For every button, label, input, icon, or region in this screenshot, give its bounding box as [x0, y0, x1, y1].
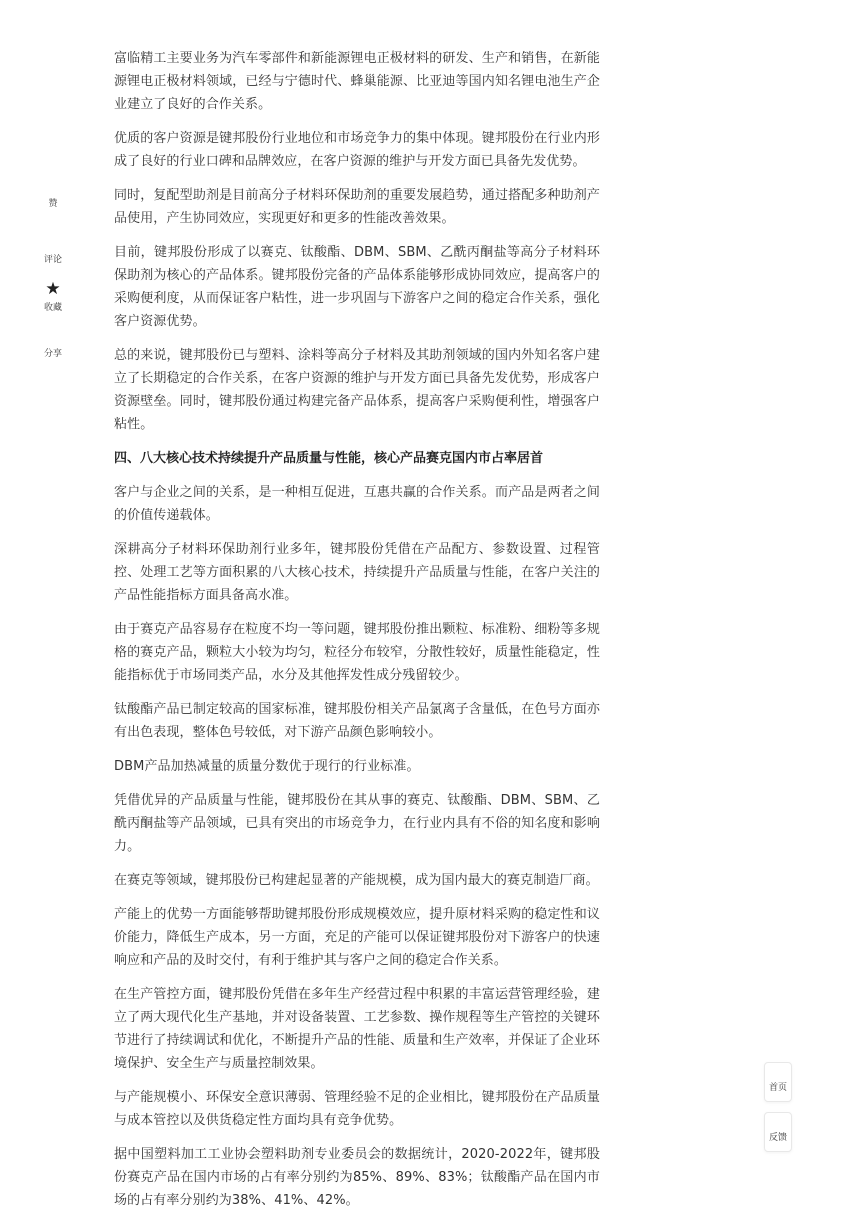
- paragraph: 在赛克等领域，键邦股份已构建起显著的产能规模，成为国内最大的赛克制造厂商。: [114, 873, 599, 888]
- like-label: 赞: [48, 199, 58, 209]
- paragraph: 深耕高分子材料环保助剂行业多年，键邦股份凭借在产品配方、参数设置、过程管控、处理工艺等方面积累的八大核心技术，持续提升产品质量与性能，在客户关注的产品性能指标方面具备高水准。: [114, 542, 600, 603]
- paragraph: 目前，键邦股份形成了以赛克、钛酸酯、DBM、SBM、乙酰丙酮盐等高分子材料环保助剂为核心的产品体系。键邦股份完备的产品体系能够形成协同效应，提高客户的采购便利度，从而保证客户粘性，进一步巩固与下游客户之间的稳定合作关系，强化客户资源优势。: [114, 245, 600, 329]
- paragraph: 产能上的优势一方面能够帮助键邦股份形成规模效应，提升原材料采购的稳定性和议价能力，降低生产成本，另一方面，充足的产能可以保证键邦股份对下游客户的快速响应和产品的及时交付，有利于维护其与客户之间的稳定合作关系。: [114, 907, 600, 968]
- paragraph: DBM产品加热减量的质量分数优于现行的行业标准。: [114, 759, 420, 774]
- paragraph: 钛酸酯产品已制定较高的国家标准，键邦股份相关产品氯离子含量低，在色号方面亦有出色表现，整体色号较低，对下游产品颜色影响较小。: [114, 702, 600, 740]
- paragraph: 总的来说，键邦股份已与塑料、涂料等高分子材料及其助剂领域的国内外知名客户建立了长期稳定的合作关系，在客户资源的维护与开发方面已具备先发优势，形成客户资源壁垒。同时，键邦股份通过构建完备产品体系，提高客户采购便利性，增强客户粘性。: [114, 348, 600, 432]
- paragraph: 由于赛克产品容易存在粒度不均一等问题，键邦股份推出颗粒、标准粉、细粉等多规格的赛克产品，颗粒大小较为均匀，粒径分布较窄，分散性较好，质量性能稳定，性能指标优于市场同类产品，水分及其他挥发性成分残留较少。: [114, 622, 600, 683]
- home-label: 首页: [768, 1083, 787, 1093]
- share-label: 分享: [43, 349, 62, 359]
- comment-label: 评论: [43, 255, 62, 265]
- section-heading: 四、八大核心技术持续提升产品质量与性能，核心产品赛克国内市占率居首: [114, 451, 544, 466]
- paragraph: 优质的客户资源是键邦股份行业地位和市场竞争力的集中体现。键邦股份在行业内形成了良好的行业口碑和品牌效应，在客户资源的维护与开发方面已具备先发优势。: [114, 131, 600, 169]
- favorite-button[interactable]: [30, 280, 76, 313]
- like-button[interactable]: [30, 196, 76, 209]
- home-button[interactable]: [764, 1062, 792, 1102]
- favorite-label: 收藏: [43, 303, 62, 313]
- paragraph: 在生产管控方面，键邦股份凭借在多年生产经营过程中积累的丰富运营管理经验，建立了两大现代化生产基地，并对设备装置、工艺参数、操作规程等生产管控的关键环节进行了持续调试和优化，不断提升产品的性能、质量和生产效率，并保证了企业环境保护、安全生产与质量控制效果。: [114, 987, 600, 1071]
- feedback-button[interactable]: [764, 1112, 792, 1152]
- paragraph: 客户与企业之间的关系，是一种相互促进，互惠共赢的合作关系。而产品是两者之间的价值传递载体。: [114, 485, 600, 523]
- paragraph: 凭借优异的产品质量与性能，键邦股份在其从事的赛克、钛酸酯、DBM、SBM、乙酰丙酮盐等产品领域，已具有突出的市场竞争力，在行业内具有不俗的知名度和影响力。: [114, 793, 600, 854]
- share-button[interactable]: [30, 346, 76, 359]
- paragraph: 富临精工主要业务为汽车零部件和新能源锂电正极材料的研发、生产和销售，在新能源锂电正极材料领域，已经与宁德时代、蜂巢能源、比亚迪等国内知名锂电池生产企业建立了良好的合作关系。: [114, 51, 600, 112]
- paragraph: 与产能规模小、环保安全意识薄弱、管理经验不足的企业相比，键邦股份在产品质量与成本管控以及供货稳定性方面均具有竞争优势。: [114, 1090, 600, 1128]
- feedback-label: 反馈: [768, 1133, 787, 1143]
- paragraph: 同时，复配型助剂是目前高分子材料环保助剂的重要发展趋势，通过搭配多种助剂产品使用，产生协同效应，实现更好和更多的性能改善效果。: [114, 188, 600, 226]
- paragraph: 据中国塑料加工工业协会塑料助剂专业委员会的数据统计，2020-2022年，键邦股份赛克产品在国内市场的占有率分别约为85%、89%、83%；钛酸酯产品在国内市场的占有率分别约为38%、41%、42%。: [114, 1147, 600, 1208]
- article-body: [114, 47, 600, 1223]
- star-icon: ★: [45, 279, 61, 299]
- comment-button[interactable]: [30, 252, 76, 265]
